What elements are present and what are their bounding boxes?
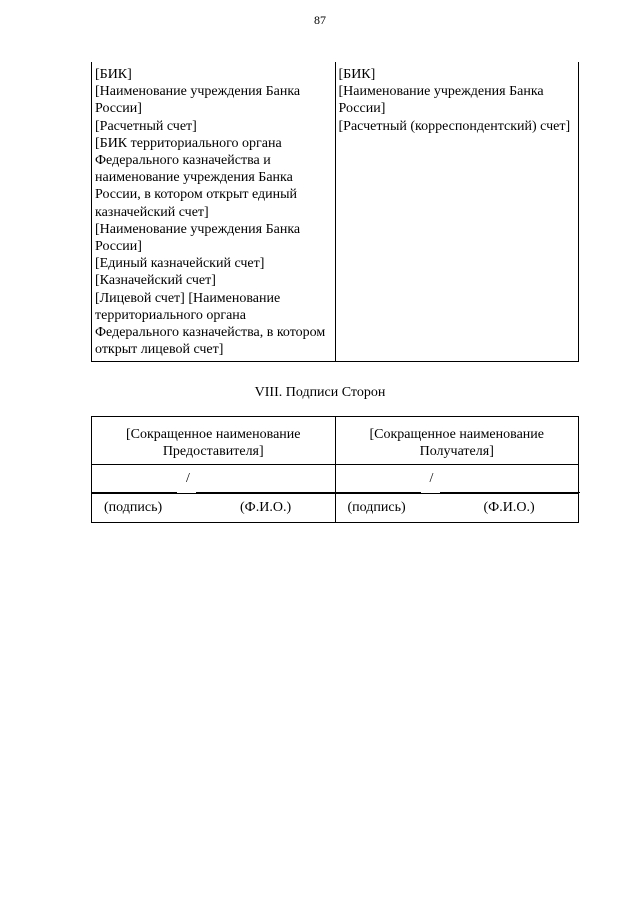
recipient-captions-cell — [335, 494, 579, 523]
bank-details-row — [92, 62, 579, 362]
provider-slash: / — [186, 471, 190, 486]
provider-name-cell: [Сокращенное наименование Предоставителя] — [92, 417, 336, 465]
provider-treasury-bik: [БИК территориального органа Федерального казначейства и наименование учреждения Банка России, в котором открыт единый казначейский счет] — [95, 135, 298, 220]
provider-fio-caption: (Ф.И.О.) — [240, 500, 292, 515]
provider-personal-account: [Лицевой счет] [Наименование территориального органа Федерального казначейства, в котором открыт лицевой счет] — [95, 290, 326, 358]
provider-bank-details-cell — [92, 62, 336, 362]
section-title: VIII. Подписи Сторон — [254, 385, 386, 400]
provider-captions-cell — [92, 494, 336, 523]
recipient-slash: / — [429, 471, 434, 486]
provider-signature-caption: (подпись) — [104, 500, 163, 515]
recipient-bik: [БИК] — [338, 67, 376, 82]
provider-bank-name: [Наименование учреждения Банка России] — [95, 84, 301, 117]
bank-details-table — [91, 62, 579, 362]
recipient-bank-details-cell — [335, 62, 579, 362]
party-names-row — [92, 417, 579, 465]
recipient-bank-name: [Наименование учреждения Банка России] — [338, 84, 544, 117]
provider-settlement-account: [Расчетный счет] — [95, 118, 197, 134]
provider-bik: [БИК] — [95, 67, 132, 82]
signatures-table — [91, 416, 579, 523]
provider-single-treasury-account: [Единый казначейский счет] — [95, 256, 265, 272]
provider-signature-line-cell — [92, 465, 336, 494]
provider-treasury-account: [Казначейский счет] — [95, 273, 216, 289]
recipient-fio-caption: (Ф.И.О.) — [483, 500, 535, 515]
provider-treasury-bank-name: [Наименование учреждения Банка России] — [95, 221, 301, 255]
recipient-signature-caption: (подпись) — [347, 500, 406, 515]
page-number: 87 — [314, 13, 326, 27]
recipient-signature-line-cell — [335, 465, 579, 494]
recipient-correspondent-account: [Расчетный (корреспондентский) счет] — [338, 118, 571, 134]
recipient-name-cell: [Сокращенное наименование Получателя] — [335, 417, 579, 465]
signature-captions-row — [92, 494, 579, 523]
signature-lines-row — [92, 465, 579, 494]
